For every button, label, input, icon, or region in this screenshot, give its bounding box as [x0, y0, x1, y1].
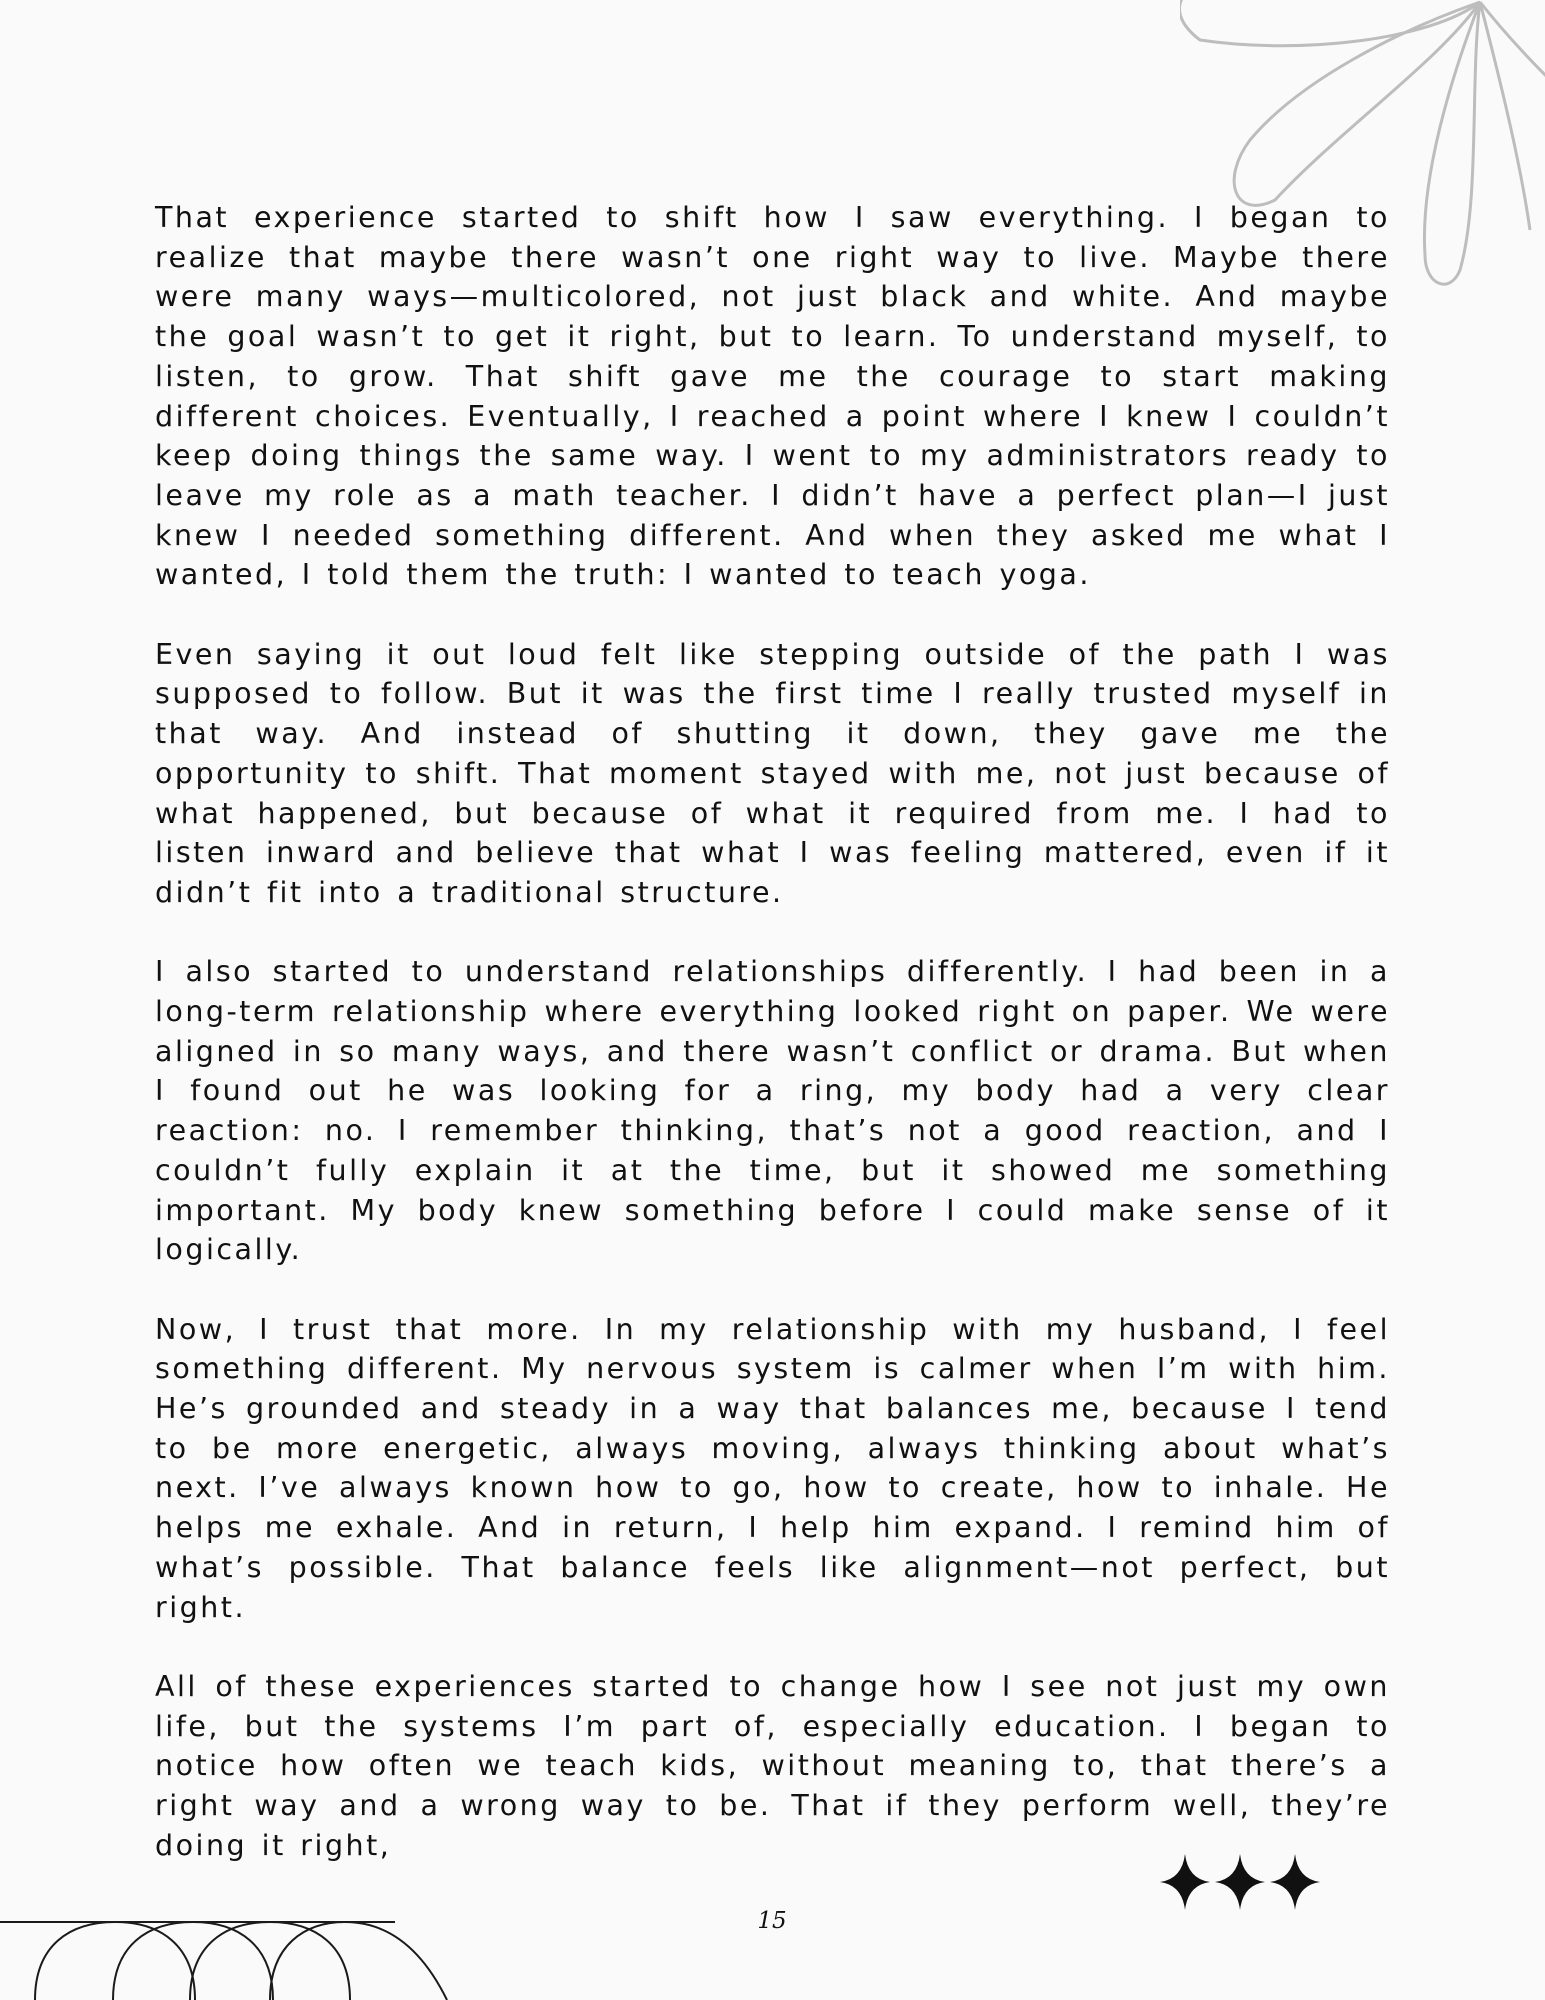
interlocking-arches-icon: [0, 1905, 460, 2000]
paragraph: All of these experiences started to change how I see not just my own life, but the systems I’m part of, especially education. I began to notice how often we teach kids, without meaning to, that there’s a right way and a wrong way to be. That if they perform well, they’re doing it right,: [155, 1669, 1390, 1862]
paragraph: Even saying it out loud felt like stepping outside of the path I was supposed to follow. But it was the first time I really trusted myself in that way. And instead of shutting it down, they gave me the opportunity to shift. That moment stayed with me, not just because of what happened, but because of what it required from me. I had to listen inward and believe that what I was feeling mattered, even if it didn’t fit into a traditional structure.: [155, 637, 1390, 909]
paragraph: I also started to understand relationships differently. I had been in a long-term relationship where everything looked right on paper. We were aligned in so many ways, and there wasn’t conflict or drama. But when I found out he was looking for a ring, my body had a very clear reaction: no. I remember thinking, that’s not a good reaction, and I couldn’t fully explain it at the time, but it showed me something important. My body knew something before I could make sense of it logically.: [155, 955, 1390, 1267]
body-text: [155, 198, 1390, 1865]
paragraph: That experience started to shift how I saw everything. I began to realize that maybe there wasn’t one right way to live. Maybe there were many ways—multicolored, not just black and white. And maybe the goal wasn’t to get it right, but to learn. To understand myself, to listen, to grow. That shift gave me the courage to start making different choices. Eventually, I reached a point where I knew I couldn’t keep doing things the same way. I went to my administrators ready to leave my role as a math teacher. I didn’t have a perfect plan—I just knew I needed something different. And when they asked me what I wanted, I told them the truth: I wanted to teach yoga.: [155, 201, 1390, 592]
three-sparkles-icon: [1158, 1852, 1323, 1912]
paragraph: Now, I trust that more. In my relationship with my husband, I feel something different. My nervous system is calmer when I’m with him. He’s grounded and steady in a way that balances me, because I tend to be more energetic, always moving, always thinking about what’s next. I’ve always known how to go, how to create, how to inhale. He helps me exhale. And in return, I help him expand. I remind him of what’s possible. That balance feels like alignment—not perfect, but right.: [155, 1312, 1390, 1624]
page-number: 15: [757, 1908, 787, 1934]
